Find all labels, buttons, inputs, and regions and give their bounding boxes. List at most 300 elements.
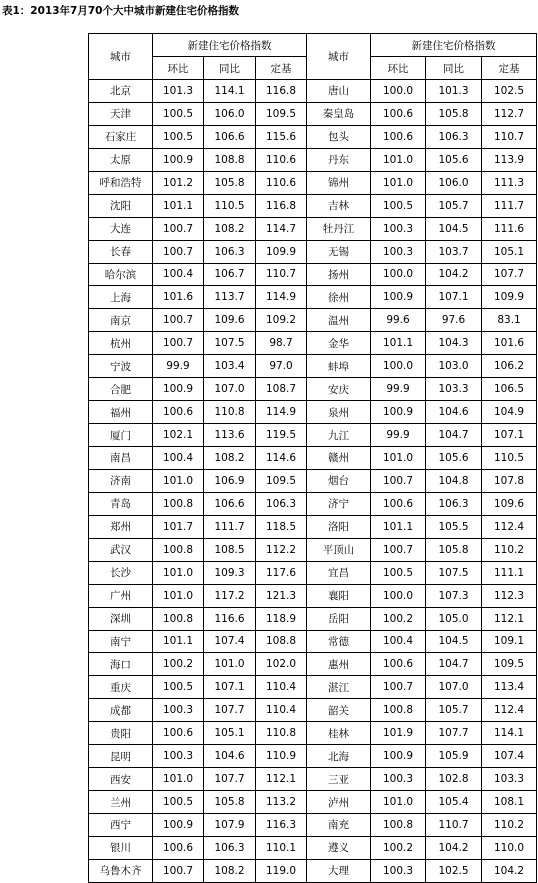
right-yoy-cell: 106.3 xyxy=(426,492,482,515)
right-city-cell: 吉林 xyxy=(307,194,371,217)
left-yoy-cell: 107.7 xyxy=(204,699,256,722)
right-yoy-cell: 106.3 xyxy=(426,125,482,148)
right-city-cell: 扬州 xyxy=(307,263,371,286)
table-row xyxy=(89,676,537,699)
right-fixed-cell: 110.0 xyxy=(482,836,537,859)
right-yoy-cell: 105.4 xyxy=(426,791,482,814)
left-mom-cell: 100.7 xyxy=(153,217,204,240)
left-fixed-cell: 112.2 xyxy=(256,538,307,561)
left-mom-cell: 100.2 xyxy=(153,653,204,676)
right-city-cell: 安庆 xyxy=(307,378,371,401)
left-city-cell: 北京 xyxy=(89,80,153,103)
table-row xyxy=(89,814,537,837)
table-body xyxy=(89,80,537,883)
left-city-cell: 南昌 xyxy=(89,447,153,470)
left-mom-cell: 100.6 xyxy=(153,836,204,859)
right-fixed-cell: 112.4 xyxy=(482,515,537,538)
right-mom-cell: 100.8 xyxy=(371,814,426,837)
left-yoy-cell: 107.9 xyxy=(204,814,256,837)
right-mom-cell: 101.0 xyxy=(371,791,426,814)
right-yoy-cell: 104.7 xyxy=(426,424,482,447)
left-yoy-cell: 104.6 xyxy=(204,745,256,768)
table-row xyxy=(89,217,537,240)
right-city-cell: 金华 xyxy=(307,332,371,355)
left-mom-cell: 100.8 xyxy=(153,607,204,630)
table-row xyxy=(89,859,537,882)
right-city-cell: 湛江 xyxy=(307,676,371,699)
left-yoy-cell: 103.4 xyxy=(204,355,256,378)
header-fixed-right: 定基 xyxy=(482,57,537,80)
table-row xyxy=(89,378,537,401)
right-yoy-cell: 102.8 xyxy=(426,768,482,791)
left-city-cell: 济南 xyxy=(89,469,153,492)
table-row xyxy=(89,309,537,332)
right-yoy-cell: 105.6 xyxy=(426,148,482,171)
left-city-cell: 银川 xyxy=(89,836,153,859)
right-mom-cell: 100.2 xyxy=(371,607,426,630)
right-fixed-cell: 112.4 xyxy=(482,699,537,722)
header-fixed-left: 定基 xyxy=(256,57,307,80)
table-row xyxy=(89,125,537,148)
right-city-cell: 大理 xyxy=(307,859,371,882)
right-fixed-cell: 112.3 xyxy=(482,584,537,607)
left-yoy-cell: 108.2 xyxy=(204,859,256,882)
left-fixed-cell: 121.3 xyxy=(256,584,307,607)
right-city-cell: 泸州 xyxy=(307,791,371,814)
header-index-group-right: 新建住宅价格指数 xyxy=(371,34,537,57)
right-fixed-cell: 107.1 xyxy=(482,424,537,447)
table-row xyxy=(89,240,537,263)
table-row xyxy=(89,355,537,378)
left-city-cell: 兰州 xyxy=(89,791,153,814)
table-row xyxy=(89,469,537,492)
left-yoy-cell: 108.5 xyxy=(204,538,256,561)
right-fixed-cell: 109.1 xyxy=(482,630,537,653)
left-yoy-cell: 101.0 xyxy=(204,653,256,676)
right-yoy-cell: 103.3 xyxy=(426,378,482,401)
left-city-cell: 上海 xyxy=(89,286,153,309)
right-fixed-cell: 107.4 xyxy=(482,745,537,768)
left-mom-cell: 101.3 xyxy=(153,80,204,103)
right-yoy-cell: 105.6 xyxy=(426,447,482,470)
right-yoy-cell: 105.0 xyxy=(426,607,482,630)
left-city-cell: 西宁 xyxy=(89,814,153,837)
left-fixed-cell: 98.7 xyxy=(256,332,307,355)
left-city-cell: 厦门 xyxy=(89,424,153,447)
left-mom-cell: 100.6 xyxy=(153,401,204,424)
left-fixed-cell: 108.7 xyxy=(256,378,307,401)
left-yoy-cell: 107.1 xyxy=(204,676,256,699)
left-mom-cell: 101.1 xyxy=(153,194,204,217)
left-fixed-cell: 110.6 xyxy=(256,148,307,171)
left-yoy-cell: 106.9 xyxy=(204,469,256,492)
right-city-cell: 徐州 xyxy=(307,286,371,309)
left-fixed-cell: 116.8 xyxy=(256,80,307,103)
right-fixed-cell: 102.5 xyxy=(482,80,537,103)
left-yoy-cell: 116.6 xyxy=(204,607,256,630)
left-yoy-cell: 106.3 xyxy=(204,240,256,263)
table-row xyxy=(89,584,537,607)
left-yoy-cell: 107.7 xyxy=(204,768,256,791)
left-city-cell: 乌鲁木齐 xyxy=(89,859,153,882)
left-yoy-cell: 106.6 xyxy=(204,492,256,515)
table-row xyxy=(89,80,537,103)
right-fixed-cell: 109.5 xyxy=(482,653,537,676)
right-city-cell: 烟台 xyxy=(307,469,371,492)
table-row xyxy=(89,401,537,424)
table-row xyxy=(89,699,537,722)
right-mom-cell: 100.9 xyxy=(371,745,426,768)
left-city-cell: 广州 xyxy=(89,584,153,607)
right-fixed-cell: 108.1 xyxy=(482,791,537,814)
right-fixed-cell: 111.1 xyxy=(482,561,537,584)
left-mom-cell: 99.9 xyxy=(153,355,204,378)
table-row xyxy=(89,332,537,355)
left-city-cell: 长春 xyxy=(89,240,153,263)
table-row xyxy=(89,653,537,676)
right-mom-cell: 99.9 xyxy=(371,424,426,447)
right-fixed-cell: 107.8 xyxy=(482,469,537,492)
left-fixed-cell: 115.6 xyxy=(256,125,307,148)
right-mom-cell: 101.0 xyxy=(371,148,426,171)
left-mom-cell: 100.7 xyxy=(153,309,204,332)
right-city-cell: 丹东 xyxy=(307,148,371,171)
left-mom-cell: 101.0 xyxy=(153,768,204,791)
right-fixed-cell: 114.1 xyxy=(482,722,537,745)
left-fixed-cell: 118.5 xyxy=(256,515,307,538)
right-mom-cell: 100.6 xyxy=(371,492,426,515)
left-mom-cell: 100.3 xyxy=(153,745,204,768)
left-fixed-cell: 109.2 xyxy=(256,309,307,332)
right-fixed-cell: 112.7 xyxy=(482,102,537,125)
left-city-cell: 石家庄 xyxy=(89,125,153,148)
left-mom-cell: 100.9 xyxy=(153,148,204,171)
right-city-cell: 唐山 xyxy=(307,80,371,103)
left-city-cell: 长沙 xyxy=(89,561,153,584)
right-city-cell: 九江 xyxy=(307,424,371,447)
right-mom-cell: 101.1 xyxy=(371,515,426,538)
left-city-cell: 合肥 xyxy=(89,378,153,401)
left-yoy-cell: 107.5 xyxy=(204,332,256,355)
left-yoy-cell: 109.6 xyxy=(204,309,256,332)
right-yoy-cell: 104.6 xyxy=(426,401,482,424)
table-row xyxy=(89,171,537,194)
right-fixed-cell: 105.1 xyxy=(482,240,537,263)
left-city-cell: 太原 xyxy=(89,148,153,171)
right-fixed-cell: 110.7 xyxy=(482,125,537,148)
right-yoy-cell: 104.8 xyxy=(426,469,482,492)
left-mom-cell: 101.2 xyxy=(153,171,204,194)
right-city-cell: 三亚 xyxy=(307,768,371,791)
right-yoy-cell: 105.8 xyxy=(426,102,482,125)
right-city-cell: 牡丹江 xyxy=(307,217,371,240)
right-mom-cell: 100.9 xyxy=(371,401,426,424)
right-city-cell: 蚌埠 xyxy=(307,355,371,378)
header-index-group-left: 新建住宅价格指数 xyxy=(153,34,307,57)
right-yoy-cell: 104.2 xyxy=(426,263,482,286)
table-row xyxy=(89,630,537,653)
left-mom-cell: 100.3 xyxy=(153,699,204,722)
right-fixed-cell: 106.2 xyxy=(482,355,537,378)
right-fixed-cell: 109.6 xyxy=(482,492,537,515)
right-fixed-cell: 110.2 xyxy=(482,538,537,561)
left-yoy-cell: 106.7 xyxy=(204,263,256,286)
left-yoy-cell: 111.7 xyxy=(204,515,256,538)
left-mom-cell: 100.9 xyxy=(153,814,204,837)
right-yoy-cell: 104.2 xyxy=(426,836,482,859)
left-city-cell: 大连 xyxy=(89,217,153,240)
left-fixed-cell: 110.4 xyxy=(256,676,307,699)
right-city-cell: 赣州 xyxy=(307,447,371,470)
right-yoy-cell: 103.7 xyxy=(426,240,482,263)
left-city-cell: 武汉 xyxy=(89,538,153,561)
left-mom-cell: 101.7 xyxy=(153,515,204,538)
right-fixed-cell: 104.2 xyxy=(482,859,537,882)
left-city-cell: 昆明 xyxy=(89,745,153,768)
right-yoy-cell: 104.7 xyxy=(426,653,482,676)
left-fixed-cell: 109.5 xyxy=(256,469,307,492)
right-city-cell: 温州 xyxy=(307,309,371,332)
left-city-cell: 贵阳 xyxy=(89,722,153,745)
left-yoy-cell: 110.5 xyxy=(204,194,256,217)
right-yoy-cell: 110.7 xyxy=(426,814,482,837)
right-city-cell: 北海 xyxy=(307,745,371,768)
left-city-cell: 沈阳 xyxy=(89,194,153,217)
right-city-cell: 襄阳 xyxy=(307,584,371,607)
table-row xyxy=(89,722,537,745)
right-fixed-cell: 110.2 xyxy=(482,814,537,837)
right-fixed-cell: 112.1 xyxy=(482,607,537,630)
table-row xyxy=(89,194,537,217)
right-city-cell: 遵义 xyxy=(307,836,371,859)
right-mom-cell: 100.2 xyxy=(371,836,426,859)
left-mom-cell: 101.1 xyxy=(153,630,204,653)
table-row xyxy=(89,263,537,286)
right-yoy-cell: 101.3 xyxy=(426,80,482,103)
left-mom-cell: 100.4 xyxy=(153,447,204,470)
left-mom-cell: 101.0 xyxy=(153,469,204,492)
right-mom-cell: 101.9 xyxy=(371,722,426,745)
left-mom-cell: 100.6 xyxy=(153,722,204,745)
right-yoy-cell: 107.5 xyxy=(426,561,482,584)
left-fixed-cell: 114.9 xyxy=(256,286,307,309)
right-mom-cell: 100.0 xyxy=(371,355,426,378)
right-mom-cell: 100.6 xyxy=(371,102,426,125)
left-fixed-cell: 114.9 xyxy=(256,401,307,424)
right-mom-cell: 100.4 xyxy=(371,630,426,653)
table-row xyxy=(89,286,537,309)
left-yoy-cell: 110.8 xyxy=(204,401,256,424)
housing-price-index-table xyxy=(88,33,537,883)
left-city-cell: 呼和浩特 xyxy=(89,171,153,194)
header-city-right: 城市 xyxy=(307,34,371,80)
table-row xyxy=(89,745,537,768)
right-mom-cell: 100.3 xyxy=(371,217,426,240)
right-fixed-cell: 113.4 xyxy=(482,676,537,699)
left-mom-cell: 100.4 xyxy=(153,263,204,286)
right-mom-cell: 100.0 xyxy=(371,263,426,286)
right-city-cell: 宜昌 xyxy=(307,561,371,584)
header-city-left: 城市 xyxy=(89,34,153,80)
right-yoy-cell: 107.1 xyxy=(426,286,482,309)
table-row xyxy=(89,561,537,584)
left-yoy-cell: 113.7 xyxy=(204,286,256,309)
right-mom-cell: 100.8 xyxy=(371,699,426,722)
right-fixed-cell: 106.5 xyxy=(482,378,537,401)
right-yoy-cell: 104.5 xyxy=(426,217,482,240)
right-mom-cell: 100.7 xyxy=(371,676,426,699)
right-city-cell: 秦皇岛 xyxy=(307,102,371,125)
right-city-cell: 洛阳 xyxy=(307,515,371,538)
left-yoy-cell: 105.8 xyxy=(204,171,256,194)
left-mom-cell: 101.0 xyxy=(153,561,204,584)
right-city-cell: 泉州 xyxy=(307,401,371,424)
left-fixed-cell: 108.8 xyxy=(256,630,307,653)
left-fixed-cell: 119.0 xyxy=(256,859,307,882)
right-fixed-cell: 111.6 xyxy=(482,217,537,240)
table-row xyxy=(89,607,537,630)
left-mom-cell: 100.8 xyxy=(153,492,204,515)
right-yoy-cell: 103.0 xyxy=(426,355,482,378)
left-yoy-cell: 109.3 xyxy=(204,561,256,584)
right-fixed-cell: 110.5 xyxy=(482,447,537,470)
right-mom-cell: 100.3 xyxy=(371,768,426,791)
header-mom-right: 环比 xyxy=(371,57,426,80)
table-row xyxy=(89,148,537,171)
left-mom-cell: 100.7 xyxy=(153,240,204,263)
left-mom-cell: 100.5 xyxy=(153,102,204,125)
left-fixed-cell: 110.6 xyxy=(256,171,307,194)
right-fixed-cell: 113.9 xyxy=(482,148,537,171)
left-city-cell: 南京 xyxy=(89,309,153,332)
left-fixed-cell: 110.8 xyxy=(256,722,307,745)
table-row xyxy=(89,836,537,859)
left-yoy-cell: 107.0 xyxy=(204,378,256,401)
right-fixed-cell: 83.1 xyxy=(482,309,537,332)
left-fixed-cell: 97.0 xyxy=(256,355,307,378)
right-city-cell: 济宁 xyxy=(307,492,371,515)
right-yoy-cell: 105.5 xyxy=(426,515,482,538)
left-fixed-cell: 110.1 xyxy=(256,836,307,859)
left-yoy-cell: 108.2 xyxy=(204,447,256,470)
right-city-cell: 惠州 xyxy=(307,653,371,676)
right-yoy-cell: 104.5 xyxy=(426,630,482,653)
right-yoy-cell: 107.0 xyxy=(426,676,482,699)
table-row xyxy=(89,424,537,447)
left-mom-cell: 100.9 xyxy=(153,378,204,401)
right-yoy-cell: 97.6 xyxy=(426,309,482,332)
left-city-cell: 重庆 xyxy=(89,676,153,699)
left-yoy-cell: 106.3 xyxy=(204,836,256,859)
left-city-cell: 福州 xyxy=(89,401,153,424)
left-yoy-cell: 105.8 xyxy=(204,791,256,814)
left-yoy-cell: 105.1 xyxy=(204,722,256,745)
right-mom-cell: 101.1 xyxy=(371,332,426,355)
right-mom-cell: 100.7 xyxy=(371,538,426,561)
right-city-cell: 锦州 xyxy=(307,171,371,194)
right-mom-cell: 100.3 xyxy=(371,240,426,263)
right-mom-cell: 100.0 xyxy=(371,80,426,103)
right-city-cell: 桂林 xyxy=(307,722,371,745)
left-yoy-cell: 108.8 xyxy=(204,148,256,171)
right-mom-cell: 99.9 xyxy=(371,378,426,401)
right-mom-cell: 100.5 xyxy=(371,194,426,217)
right-city-cell: 南充 xyxy=(307,814,371,837)
right-fixed-cell: 109.9 xyxy=(482,286,537,309)
left-yoy-cell: 113.6 xyxy=(204,424,256,447)
table-caption: 表1：2013年7月70个大中城市新建住宅价格指数 xyxy=(2,5,239,17)
left-mom-cell: 100.7 xyxy=(153,859,204,882)
right-mom-cell: 100.3 xyxy=(371,859,426,882)
right-yoy-cell: 105.9 xyxy=(426,745,482,768)
right-mom-cell: 100.0 xyxy=(371,584,426,607)
left-fixed-cell: 114.6 xyxy=(256,447,307,470)
left-fixed-cell: 119.5 xyxy=(256,424,307,447)
left-city-cell: 成都 xyxy=(89,699,153,722)
right-mom-cell: 101.0 xyxy=(371,447,426,470)
table-row xyxy=(89,447,537,470)
left-city-cell: 南宁 xyxy=(89,630,153,653)
right-mom-cell: 100.6 xyxy=(371,653,426,676)
left-fixed-cell: 110.7 xyxy=(256,263,307,286)
left-yoy-cell: 106.6 xyxy=(204,125,256,148)
right-city-cell: 常德 xyxy=(307,630,371,653)
right-yoy-cell: 104.3 xyxy=(426,332,482,355)
right-fixed-cell: 103.3 xyxy=(482,768,537,791)
table-row xyxy=(89,102,537,125)
left-fixed-cell: 110.4 xyxy=(256,699,307,722)
left-fixed-cell: 113.2 xyxy=(256,791,307,814)
right-yoy-cell: 105.7 xyxy=(426,194,482,217)
table-row xyxy=(89,492,537,515)
left-fixed-cell: 116.3 xyxy=(256,814,307,837)
header-yoy-left: 同比 xyxy=(204,57,256,80)
left-mom-cell: 101.0 xyxy=(153,584,204,607)
left-fixed-cell: 109.5 xyxy=(256,102,307,125)
right-yoy-cell: 102.5 xyxy=(426,859,482,882)
header-mom-left: 环比 xyxy=(153,57,204,80)
left-yoy-cell: 108.2 xyxy=(204,217,256,240)
table-row xyxy=(89,538,537,561)
right-city-cell: 包头 xyxy=(307,125,371,148)
left-city-cell: 杭州 xyxy=(89,332,153,355)
right-city-cell: 韶关 xyxy=(307,699,371,722)
left-fixed-cell: 106.3 xyxy=(256,492,307,515)
left-mom-cell: 100.8 xyxy=(153,538,204,561)
left-city-cell: 哈尔滨 xyxy=(89,263,153,286)
left-city-cell: 郑州 xyxy=(89,515,153,538)
left-fixed-cell: 112.1 xyxy=(256,768,307,791)
right-mom-cell: 99.6 xyxy=(371,309,426,332)
left-mom-cell: 102.1 xyxy=(153,424,204,447)
left-yoy-cell: 107.4 xyxy=(204,630,256,653)
left-city-cell: 深圳 xyxy=(89,607,153,630)
right-mom-cell: 100.6 xyxy=(371,125,426,148)
right-mom-cell: 100.7 xyxy=(371,469,426,492)
right-fixed-cell: 111.7 xyxy=(482,194,537,217)
left-fixed-cell: 114.7 xyxy=(256,217,307,240)
left-mom-cell: 100.5 xyxy=(153,676,204,699)
left-city-cell: 青岛 xyxy=(89,492,153,515)
left-yoy-cell: 106.0 xyxy=(204,102,256,125)
right-yoy-cell: 105.7 xyxy=(426,699,482,722)
right-yoy-cell: 106.0 xyxy=(426,171,482,194)
left-fixed-cell: 109.9 xyxy=(256,240,307,263)
right-city-cell: 岳阳 xyxy=(307,607,371,630)
left-city-cell: 天津 xyxy=(89,102,153,125)
right-city-cell: 平顶山 xyxy=(307,538,371,561)
left-yoy-cell: 117.2 xyxy=(204,584,256,607)
